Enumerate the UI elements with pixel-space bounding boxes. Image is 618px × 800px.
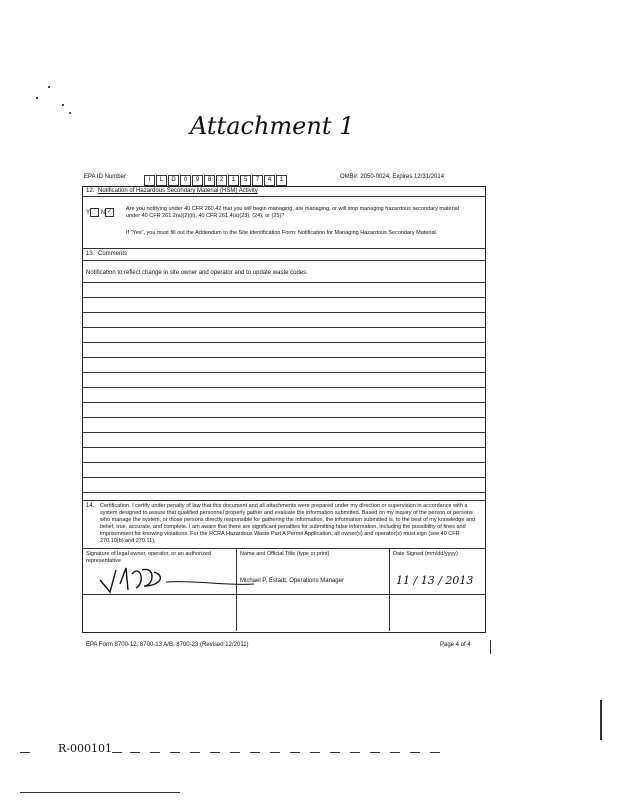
comment-line — [82, 462, 486, 463]
section12-instruction: If "Yes", you must fill out the Addendum to the Site Identification Form: Notification for Managing Hazardous Secondary Material. — [126, 230, 438, 236]
form-number: EPA Form 8700-12, 8700-13 A/B, 8700-23 (Revised 12/2011) — [86, 642, 249, 648]
scan-speck — [69, 112, 71, 114]
epa-id-digit: 2 — [216, 175, 227, 186]
dash-mark — [150, 752, 160, 753]
comment-line — [82, 372, 486, 373]
epa-id-digit: 4 — [264, 175, 275, 186]
name-value: Michael P. Estadt, Operations Manager — [240, 578, 344, 584]
comment-line — [82, 357, 486, 358]
comment-line — [82, 312, 486, 313]
dash-mark — [230, 752, 240, 753]
dash-mark — [310, 752, 320, 753]
dash-mark — [210, 752, 220, 753]
comment-line — [82, 282, 486, 283]
scan-speck — [62, 104, 64, 106]
section14-number: 14. — [86, 503, 95, 509]
epa-id-digit: 9 — [192, 175, 203, 186]
yn-checkboxes — [86, 208, 114, 217]
dash-mark — [112, 752, 122, 753]
section12-title: Notification of Hazardous Secondary Material (HSM) Activity — [98, 188, 258, 194]
epa-id-digit: 1 — [228, 175, 239, 186]
comment-text: Notification to reflect change in site owner and operator and to update waste codes. — [86, 270, 308, 276]
epa-id-digit: D — [168, 175, 179, 186]
section12-question: Are you notifying under 40 CFR 260.42 that you will begin managing, are managing, or will stop managing hazardous secondary material under 40 CFR 261.2(a)(2)(ii), 40 CFR 261.4(a)(23), (24), or (25)? — [126, 206, 459, 219]
epa-id-digit: 7 — [252, 175, 263, 186]
comment-line — [82, 432, 486, 433]
epa-id-digit: L — [156, 175, 167, 186]
section12-number: 12. — [86, 188, 95, 194]
scan-speck — [36, 97, 38, 99]
dash-mark — [390, 752, 400, 753]
omb-label: OMB#: 2050-0024; Expires 12/31/2014 — [340, 174, 445, 180]
dash-mark — [190, 752, 200, 753]
signature-scribble — [96, 562, 256, 598]
dash-mark — [20, 752, 30, 753]
page-number: Page 4 of 4 — [440, 642, 471, 648]
comment-line — [82, 327, 486, 328]
dash-mark — [170, 752, 180, 753]
comment-line — [82, 297, 486, 298]
comment-line — [82, 447, 486, 448]
date-value: 11 / 13 / 2013 — [396, 574, 474, 587]
scan-speck — [48, 86, 50, 88]
comment-line — [82, 477, 486, 478]
bates-number: R-000101 — [58, 742, 112, 755]
comment-line — [82, 402, 486, 403]
epa-id-digit: 8 — [204, 175, 215, 186]
epa-id-digit: 1 — [276, 175, 287, 186]
handwritten-title: Attachment 1 — [190, 112, 355, 140]
epa-id-digit: 0 — [180, 175, 191, 186]
comment-line — [82, 387, 486, 388]
dash-mark — [430, 752, 440, 753]
certification-text: Certification. I certify under penalty of law that this document and all attachments were prepared under my direction or supervision in accordance with a system designed to assure that qualified personnel properly gather and evaluate the information submitted. Based on my inquiry of the person or persons who manage the system, or those persons directly responsible for gathering the information, the information submitted is, to the best of my knowledge and belief, true, accurate, and complete. I am aware that there are significant penalties for submitting false information, including the possibility of fines and imprisonment for knowing violations. For the RCRA Hazardous Waste Part A Permit Application, all owner(s) and operator(s) must sign (see 40 CFR 270.10(b) and 270.11). — [100, 503, 476, 544]
no-checkbox[interactable]: ✓ — [107, 209, 113, 215]
dash-mark — [370, 752, 380, 753]
date-header: Date Signed (mm/dd/yyyy) — [393, 551, 458, 557]
yes-checkbox[interactable] — [90, 208, 99, 217]
section13-title: Comments — [98, 251, 128, 257]
name-header: Name and Official Title (type or print) — [240, 551, 330, 557]
dash-mark — [350, 752, 360, 753]
comment-line — [82, 492, 486, 493]
dash-mark — [290, 752, 300, 753]
signature-header: Signature of legal owner, operator, or an authorized representative — [86, 551, 212, 564]
epa-id-digit: I — [144, 175, 155, 186]
yes-label: Y — [86, 210, 91, 217]
comment-line — [82, 342, 486, 343]
comment-line — [82, 417, 486, 418]
dash-mark — [330, 752, 340, 753]
dash-mark — [270, 752, 280, 753]
no-label: N — [100, 210, 106, 217]
dash-mark — [250, 752, 260, 753]
dash-mark — [130, 752, 140, 753]
epa-id-label: EPA ID Number — [84, 174, 126, 180]
section13-number: 13. — [86, 251, 95, 257]
dash-mark — [410, 752, 420, 753]
epa-id-digit: 5 — [240, 175, 251, 186]
